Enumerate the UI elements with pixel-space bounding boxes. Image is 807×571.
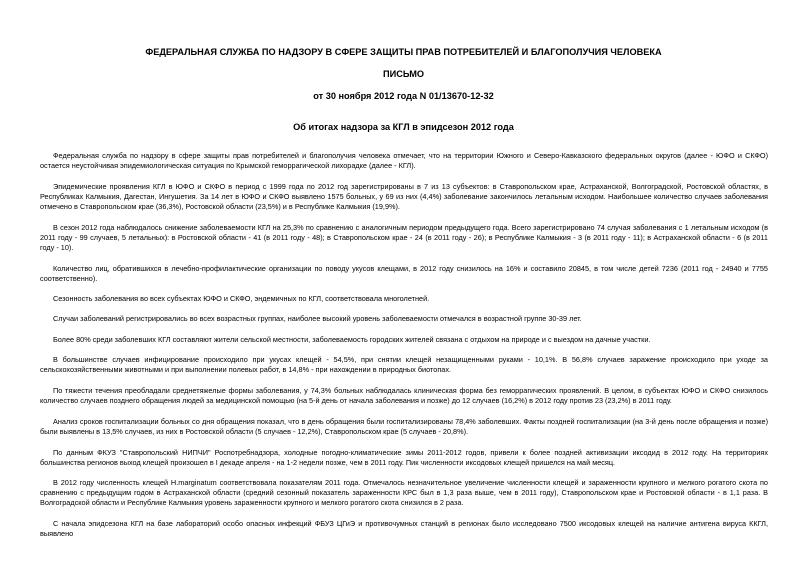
document-type: ПИСЬМО bbox=[382, 69, 425, 79]
paragraph: Эпидемические проявления КГЛ в ЮФО и СКФО в период с 1999 года по 2012 год зарегистрированы в 7 из 13 субъектов: в Ставропольском крае, Астраханской, Волгоградской, Ростовской областях, в Республиках Калмыкия, Дагестан, Ингушетия. За 14 лет в ЮФО и СКФО выявлено 1575 больных, у 69 из них (4,4%) заболевание закончилось летальным исходом. Наибольшее количество случаев заболевания отмечено в Ставропольском крае (36,3%), Ростовской области (23,5%) и в Республике Калмыкия (19,9%). bbox=[40, 182, 768, 212]
paragraph: Количество лиц, обратившихся в лечебно-профилактические организации по поводу укусов клещами, в 2012 году снизилось на 16% и составило 20845, в том числе детей 7236 (2011 год - 24940 и 7755 соответственно). bbox=[40, 264, 768, 284]
agency-heading: ФЕДЕРАЛЬНАЯ СЛУЖБА ПО НАДЗОРУ В СФЕРЕ ЗАЩИТЫ ПРАВ ПОТРЕБИТЕЛЕЙ И БЛАГОПОЛУЧИЯ ЧЕЛОВЕКА bbox=[145, 47, 662, 57]
paragraph: По тяжести течения преобладали среднетяжелые формы заболевания, у 74,3% больных наблюдалась клиническая форма без геморрагических проявлений. В целом, в субъектах ЮФО и СКФО снизилось количество случаев позднего обращения людей за медицинской помощью (на 5-й день от начала заболевания и позже) до 12 случаев (16,2%) в 2012 году против 23 (23,2%) в 2011 году. bbox=[40, 386, 768, 406]
paragraph: Анализ сроков госпитализации больных со дня обращения показал, что в день обращения были госпитализированы 78,4% заболевших. Факты поздней госпитализации (на 3-й день после обращения и позже) были выявлены в 13,5% случаев, из них в Ростовской области (5 случаев - 12,2%), Ставропольском крае (5 случаев - 20,8%). bbox=[40, 417, 768, 437]
document-date-number: от 30 ноября 2012 года N 01/13670-12-32 bbox=[313, 91, 494, 101]
paragraph: Случаи заболеваний регистрировались во всех возрастных группах, наиболее высокий уровень заболеваемости отмечался в возрастной группе 30-39 лет. bbox=[53, 314, 582, 323]
paragraph: Сезонность заболевания во всех субъектах ЮФО и СКФО, эндемичных по КГЛ, соответствовала многолетней. bbox=[53, 294, 430, 303]
document-subject: Об итогах надзора за КГЛ в эпидсезон 2012 года bbox=[293, 122, 514, 132]
paragraph: Более 80% среди заболевших КГЛ составляют жители сельской местности, заболеваемость городских жителей связана с отдыхом на природе и с выездом на дачные участки. bbox=[53, 335, 651, 344]
paragraph: По данным ФКУЗ "Ставропольский НИПЧИ" Роспотребнадзора, холодные погодно-климатические зимы 2011-2012 годов, привели к более поздней активизации иксодид в 2012 году. На территориях большинства регионов выход клещей произошел в I декаде апреля - на 1-2 недели позже, чем в 2011 году. Пик численности иксодовых клещей пришелся на май месяц. bbox=[40, 448, 768, 468]
paragraph: С начала эпидсезона КГЛ на базе лабораторий особо опасных инфекций ФБУЗ ЦГиЭ и противочумных станций в регионах было исследовано 7500 иксодовых клещей на наличие антигена вируса ККГЛ, выявлено bbox=[40, 519, 768, 539]
paragraph: В сезон 2012 года наблюдалось снижение заболеваемости КГЛ на 25,3% по сравнению с аналогичным периодом предыдущего года. Всего зарегистрировано 74 случая заболевания с 1 летальным исходом (в 2011 году - 99 случаев, 5 летальных): в Ростовской области - 41 (в 2011 году - 48); в Ставропольском крае - 24 (в 2011 году - 26); в Республике Калмыкия - 3 (в 2011 году - 11); в Астраханской области - 6 (в 2011 году - 10). bbox=[40, 223, 768, 253]
paragraph: В 2012 году численность клещей H.marginatum соответствовала показателям 2011 года. Отмечалось незначительное увеличение численности клещей и зараженности крупного и мелкого рогатого скота по сравнению с предыдущим годом в Астраханской области (средний сезонный показатель зараженности КРС был в 1,3 раза выше, чем в 2011 году), Ставропольском крае и Ростовской области - в 1,1 раза. В Волгоградской области и Республике Калмыкия уровень зараженности крупного и мелкого рогатого скота снизился в 2 раза. bbox=[40, 478, 768, 508]
paragraph: Федеральная служба по надзору в сфере защиты прав потребителей и благополучия человека отмечает, что на территории Южного и Северо-Кавказского федеральных округов (далее - ЮФО и СКФО) остается неустойчивая эпидемиологическая ситуация по Крымской геморрагической лихорадке (далее - КГЛ). bbox=[40, 151, 768, 171]
paragraph: В большинстве случаев инфицирование происходило при укусах клещей - 54,5%, при снятии клещей незащищенными руками - 10,1%. В 56,8% случаев заражение происходило при уходе за сельскохозяйственными животными и при выполнении полевых работ, в 14,8% - при нахождении в природных биотопах. bbox=[40, 355, 768, 375]
